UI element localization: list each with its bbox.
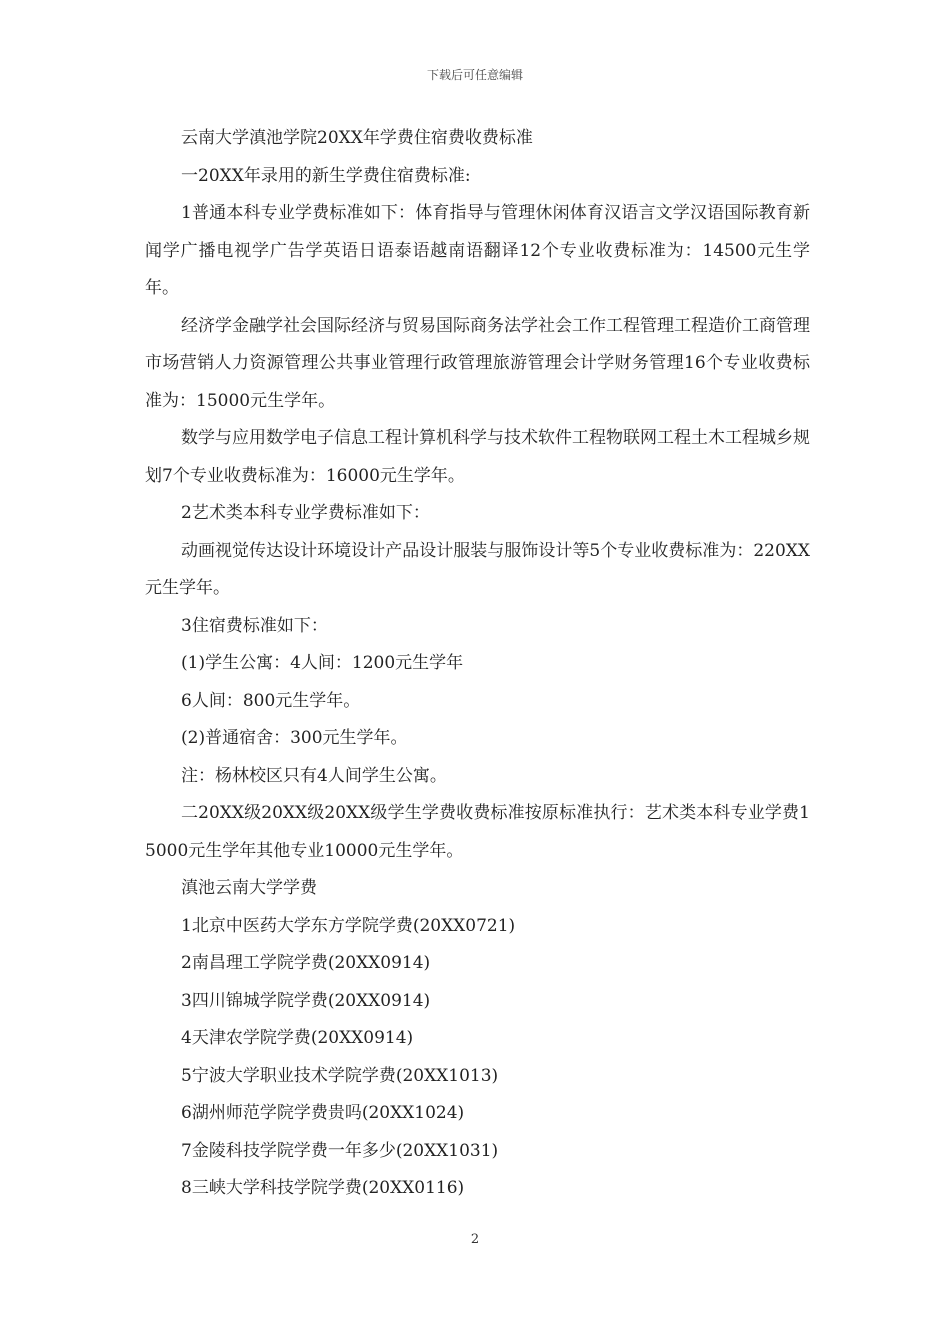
list-item: 2南昌理工学院学费(20XX0914): [181, 953, 431, 973]
paragraph: 6人间：800元生学年。: [181, 690, 361, 711]
section-heading: 二20XX级20XX级20XX级学生学费收费标准按原标准执行：艺术类本科专业学费15000元生学年其他专业10000元生学年。: [145, 803, 810, 861]
list-item: 5宁波大学职业技术学院学费(20XX1013): [181, 1065, 499, 1086]
paragraph: (1)学生公寓：4人间：1200元生学年: [181, 653, 464, 673]
paragraph: 注：杨林校区只有4人间学生公寓。: [181, 765, 447, 786]
page-number: 2: [470, 1232, 480, 1247]
list-item: 8三峡大学科技学院学费(20XX0116): [181, 1178, 465, 1198]
paragraph: 动画视觉传达设计环境设计产品设计服装与服饰设计等5个专业收费标准为：220XX元生学年。: [145, 540, 810, 598]
paragraph: 经济学金融学社会国际经济与贸易国际商务法学社会工作工程管理工程造价工商管理市场营销人力资源管理公共事业管理行政管理旅游管理会计学财务管理16个专业收费标准为：15000元生学年。: [145, 315, 810, 411]
list-item: 1北京中医药大学东方学院学费(20XX0721): [181, 915, 516, 936]
page-header: 下载后可任意编辑: [426, 68, 523, 82]
paragraph: 数学与应用数学电子信息工程计算机科学与技术软件工程物联网工程土木工程城乡规划7个专业收费标准为：16000元生学年。: [145, 428, 810, 486]
paragraph: 1普通本科专业学费标准如下：体育指导与管理休闲体育汉语言文学汉语国际教育新闻学广播电视学广告学英语日语泰语越南语翻译12个专业收费标准为：14500元生学年。: [145, 203, 810, 298]
document-body: [145, 120, 810, 1208]
list-item: 4天津农学院学费(20XX0914): [181, 1028, 414, 1048]
paragraph: 2艺术类本科专业学费标准如下：: [181, 503, 430, 523]
paragraph: 滇池云南大学学费: [181, 878, 317, 898]
paragraph: (2)普通宿舍：300元生学年。: [181, 728, 408, 748]
list-item: 7金陵科技学院学费一年多少(20XX1031): [181, 1140, 499, 1161]
list-item: 6湖州师范学院学费贵吗(20XX1024): [181, 1103, 465, 1123]
paragraph: 3住宿费标准如下：: [181, 615, 328, 636]
list-item: 3四川锦城学院学费(20XX0914): [181, 990, 431, 1011]
document-title: 云南大学滇池学院20XX年学费住宿费收费标准: [181, 128, 533, 148]
section-heading: 一20XX年录用的新生学费住宿费标准:: [181, 165, 471, 186]
